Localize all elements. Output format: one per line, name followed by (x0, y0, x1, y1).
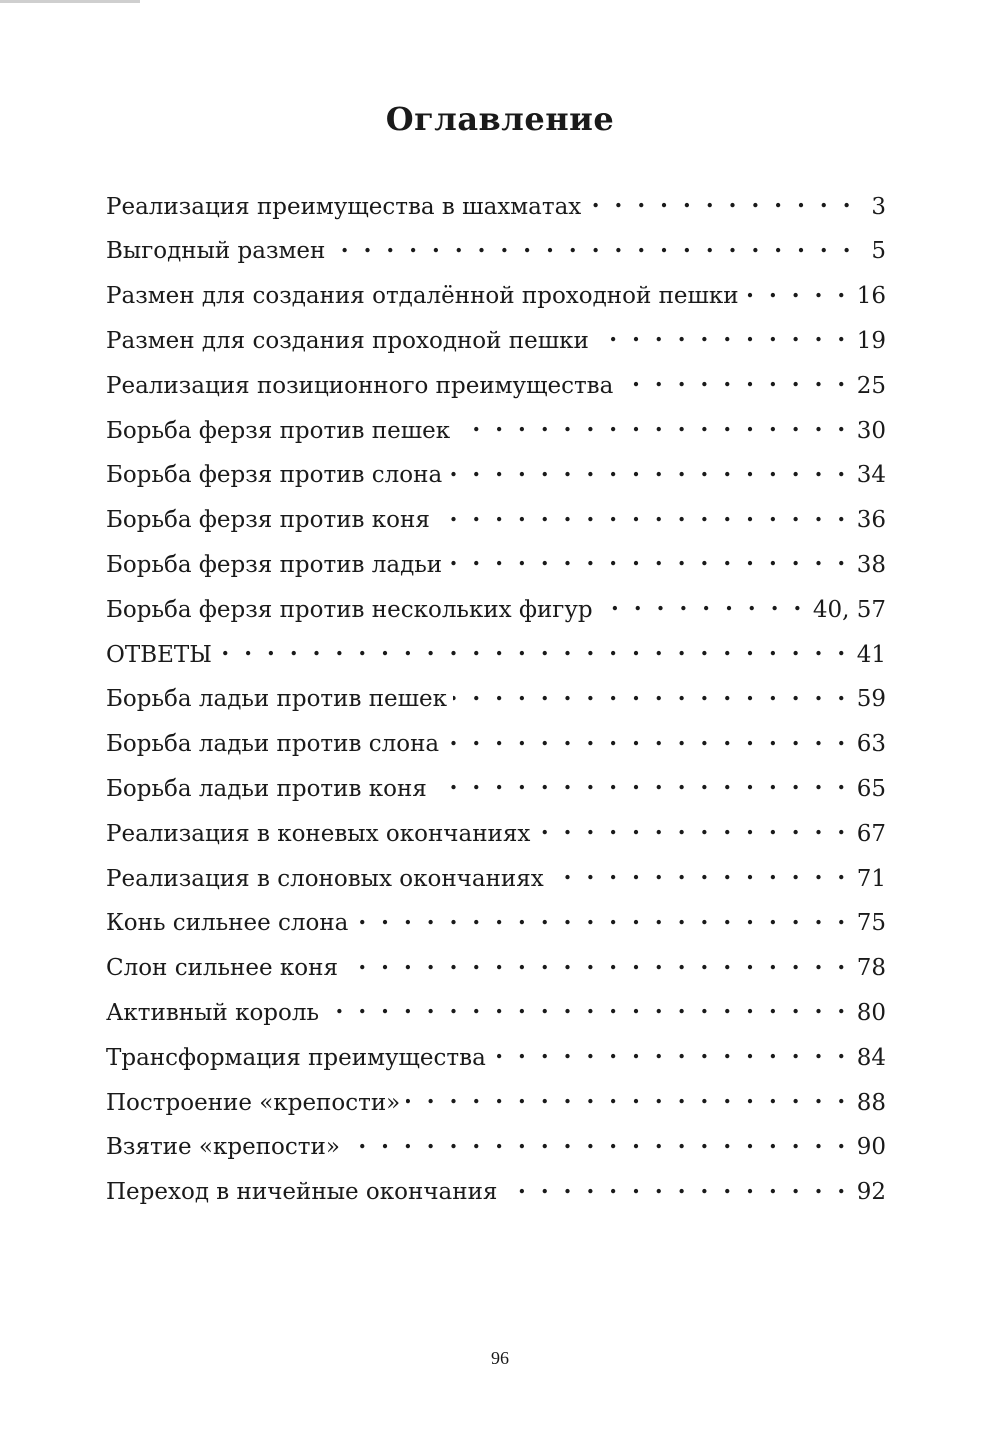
toc-entry-page: 71 (856, 865, 886, 892)
toc-entry (106, 768, 886, 813)
dot-leader (331, 231, 854, 259)
toc-entry-title: Трансформация преимущества (106, 1044, 486, 1071)
toc-entry-page: 78 (856, 955, 886, 982)
toc-entry-title: Борьба ферзя против нескольких фигур (106, 596, 593, 623)
toc-entry-title: Борьба ладьи против слона (106, 731, 440, 758)
toc-entry (106, 589, 886, 634)
toc-entry (106, 948, 886, 993)
toc-entry-title: Реализация преимущества в шахматах (106, 193, 582, 220)
toc-entry-page: 25 (856, 372, 886, 399)
toc-entry-title: Размен для создания проходной пешки (106, 327, 589, 354)
toc-entry (106, 679, 886, 724)
toc-entry-page: 88 (856, 1089, 886, 1116)
toc-entry (106, 858, 886, 903)
toc-entry-page: 3 (871, 193, 886, 220)
dot-leader (619, 365, 848, 393)
toc-entry-page: 34 (856, 462, 886, 489)
dot-leader (406, 1082, 848, 1110)
dot-leader (550, 858, 849, 886)
toc-entry-title: Реализация позиционного преимущества (106, 372, 614, 399)
toc-entry-title: Размен для создания отдалённой проходной пешки (106, 283, 739, 310)
toc-entry (106, 813, 886, 858)
dot-leader (595, 320, 849, 348)
table-of-contents (106, 186, 886, 1216)
toc-entry-title: Борьба ферзя против слона (106, 462, 443, 489)
toc-entry-page: 5 (871, 238, 886, 265)
toc-entry-page: 16 (856, 283, 886, 310)
page-number: 96 (491, 1348, 509, 1368)
dot-leader (445, 724, 849, 752)
toc-entry-page: 38 (856, 551, 886, 578)
toc-entry (106, 231, 886, 276)
scan-edge-mark (0, 0, 140, 3)
dot-leader (354, 903, 848, 931)
dot-leader (448, 544, 849, 572)
toc-entry-title: Борьба ладьи против пешек (106, 686, 448, 713)
toc-entry-title: Построение «крепости» (106, 1089, 401, 1116)
toc-entry (106, 500, 886, 545)
dot-leader (325, 992, 849, 1020)
dot-leader (599, 589, 805, 617)
dot-leader (503, 1172, 848, 1200)
toc-entry-page: 63 (856, 731, 886, 758)
toc-entry-title: Реализация в коневых окончаниях (106, 820, 531, 847)
toc-entry-title: Борьба ферзя против коня (106, 507, 430, 534)
toc-entry (106, 186, 886, 231)
page-title: Оглавление (385, 100, 615, 138)
toc-entry-page: 59 (856, 686, 886, 713)
dot-leader (448, 455, 849, 483)
toc-entry (106, 544, 886, 589)
toc-entry (106, 455, 886, 500)
toc-entry (106, 1127, 886, 1172)
toc-entry-title: Взятие «крепости» (106, 1134, 340, 1161)
dot-leader (587, 186, 854, 214)
toc-entry (106, 410, 886, 455)
toc-entry-page: 40, 57 (812, 596, 886, 623)
dot-leader (346, 1127, 849, 1155)
toc-entry-title: Борьба ферзя против ладьи (106, 551, 443, 578)
toc-entry (106, 724, 886, 769)
toc-entry (106, 992, 886, 1037)
toc-entry-page: 75 (856, 910, 886, 937)
dot-leader (745, 276, 849, 304)
toc-entry-page: 90 (856, 1134, 886, 1161)
toc-entry-page: 67 (856, 820, 886, 847)
dot-leader (453, 679, 849, 707)
toc-entry-title: Слон сильнее коня (106, 955, 338, 982)
toc-entry (106, 1082, 886, 1127)
toc-entry-page: 65 (856, 775, 886, 802)
dot-leader (218, 634, 849, 662)
toc-entry (106, 1037, 886, 1082)
toc-entry-title: Переход в ничейные окончания (106, 1179, 498, 1206)
toc-entry-title: Борьба ладьи против коня (106, 775, 427, 802)
dot-leader (436, 500, 849, 528)
toc-entry (106, 276, 886, 321)
toc-entry-title: Активный король (106, 999, 319, 1026)
toc-entry-page: 92 (856, 1179, 886, 1206)
toc-entry-title: Реализация в слоновых окончаниях (106, 865, 544, 892)
toc-entry-title: Выгодный размен (106, 238, 326, 265)
toc-entry-page: 30 (856, 417, 886, 444)
toc-entry-page: 19 (856, 327, 886, 354)
toc-entry-page: 80 (856, 999, 886, 1026)
toc-entry (106, 903, 886, 948)
toc-entry (106, 634, 886, 679)
toc-entry-title: ОТВЕТЫ (106, 641, 212, 668)
dot-leader (456, 410, 849, 438)
toc-entry-page: 36 (856, 507, 886, 534)
toc-entry-page: 84 (856, 1044, 886, 1071)
dot-leader (433, 768, 849, 796)
toc-entry (106, 320, 886, 365)
dot-leader (492, 1037, 849, 1065)
dot-leader (344, 948, 849, 976)
toc-entry-title: Конь сильнее слона (106, 910, 349, 937)
toc-entry (106, 365, 886, 410)
dot-leader (536, 813, 848, 841)
toc-entry-page: 41 (856, 641, 886, 668)
toc-entry-title: Борьба ферзя против пешек (106, 417, 451, 444)
toc-entry (106, 1172, 886, 1217)
